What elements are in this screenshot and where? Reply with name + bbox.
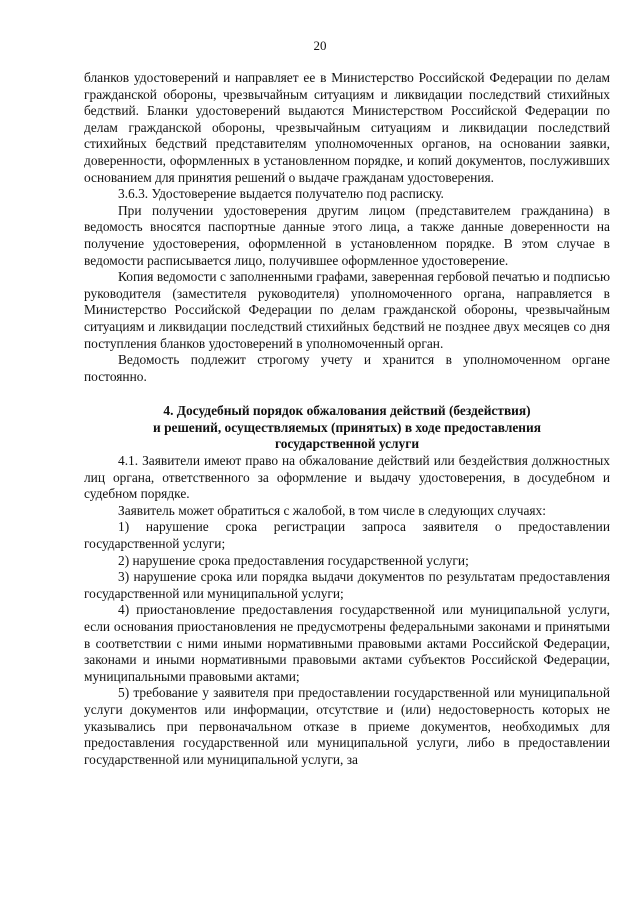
section-heading: [84, 403, 610, 453]
paragraph: Копия ведомости с заполненными графами, заверенная гербовой печатью и подписью руководителя (заместителя руководителя) уполномоченного органа, направляется в Министерство Российской Федерации по делам гражданской обороны, чрезвычайным ситуациям и ликвидации последствий стихийных бедствий не позднее двух месяцев со дня поступления бланков удостоверений в уполномоченный орган.: [84, 269, 610, 351]
list-item: 2) нарушение срока предоставления государственной услуги;: [118, 552, 469, 568]
section-heading-line: государственной услуги: [274, 436, 420, 452]
list-item: 4) приостановление предоставления государственной или муниципальной услуги, если основания приостановления не предусмотрены федеральными законами и принятыми в соответствии с ними иными нормативными правовыми актами Российской Федерации, законами и иными нормативными правовыми актами субъектов Российской Федерации, муниципальными правовыми актами;: [84, 602, 610, 684]
page-number: 20: [313, 38, 327, 53]
paragraph: Ведомость подлежит строгому учету и хранится в уполномоченном органе постоянно.: [84, 352, 610, 384]
paragraph: Заявитель может обратиться с жалобой, в том числе в следующих случаях:: [118, 502, 546, 518]
paragraphs-after: [84, 453, 610, 768]
list-item: 1) нарушение срока регистрации запроса заявителя о предоставлении государственной услуги;: [84, 519, 610, 552]
list-item: 3) нарушение срока или порядка выдачи документов по результатам предоставления государственной или муниципальной услуги;: [84, 569, 610, 601]
paragraph: 4.1. Заявители имеют право на обжалование действий или бездействия должностных лиц органа, ответственного за оформление и выдачу удостоверения, в досудебном и судебном порядке.: [84, 453, 610, 502]
paragraph: 3.6.3. Удостоверение выдается получателю под расписку.: [118, 186, 444, 202]
section-heading-line: и решений, осуществляемых (принятых) в ходе предоставления: [153, 419, 541, 435]
paragraph: бланков удостоверений и направляет ее в Министерство Российской Федерации по делам гражданской обороны, чрезвычайным ситуациям и ликвидации последствий стихийных бедствий. Бланки удостоверений выдаются Министерством Российской Федерации по делам гражданской обороны, чрезвычайным ситуациям и ликвидации последствий стихийных бедствий представителям уполномоченных органов, на основании заявки, доверенности, оформленных в установленном порядке, и копий документов, послуживших основанием для принятия решений о выдаче гражданам удостоверения.: [84, 70, 610, 185]
document-body: [84, 70, 610, 768]
paragraph: При получении удостоверения другим лицом (представителем гражданина) в ведомость вносятся паспортные данные этого лица, а также данные доверенности на получение удостоверения, оформленной в установленном порядке. В этом случае в ведомости расписывается лицо, получившее оформленное удостоверение.: [84, 202, 610, 268]
section-heading-line: 4. Досудебный порядок обжалования действий (бездействия): [163, 403, 531, 419]
paragraphs-before: [84, 70, 610, 385]
list-item: 5) требование у заявителя при предоставлении государственной или муниципальной услуги документов или информации, отсутствие и (или) недостоверность которых не указывались при первоначальном отказе в приеме документов, необходимых для предоставления государственной или муниципальной услуги, либо в предоставлении государственной или муниципальной услуги, за: [84, 685, 610, 767]
